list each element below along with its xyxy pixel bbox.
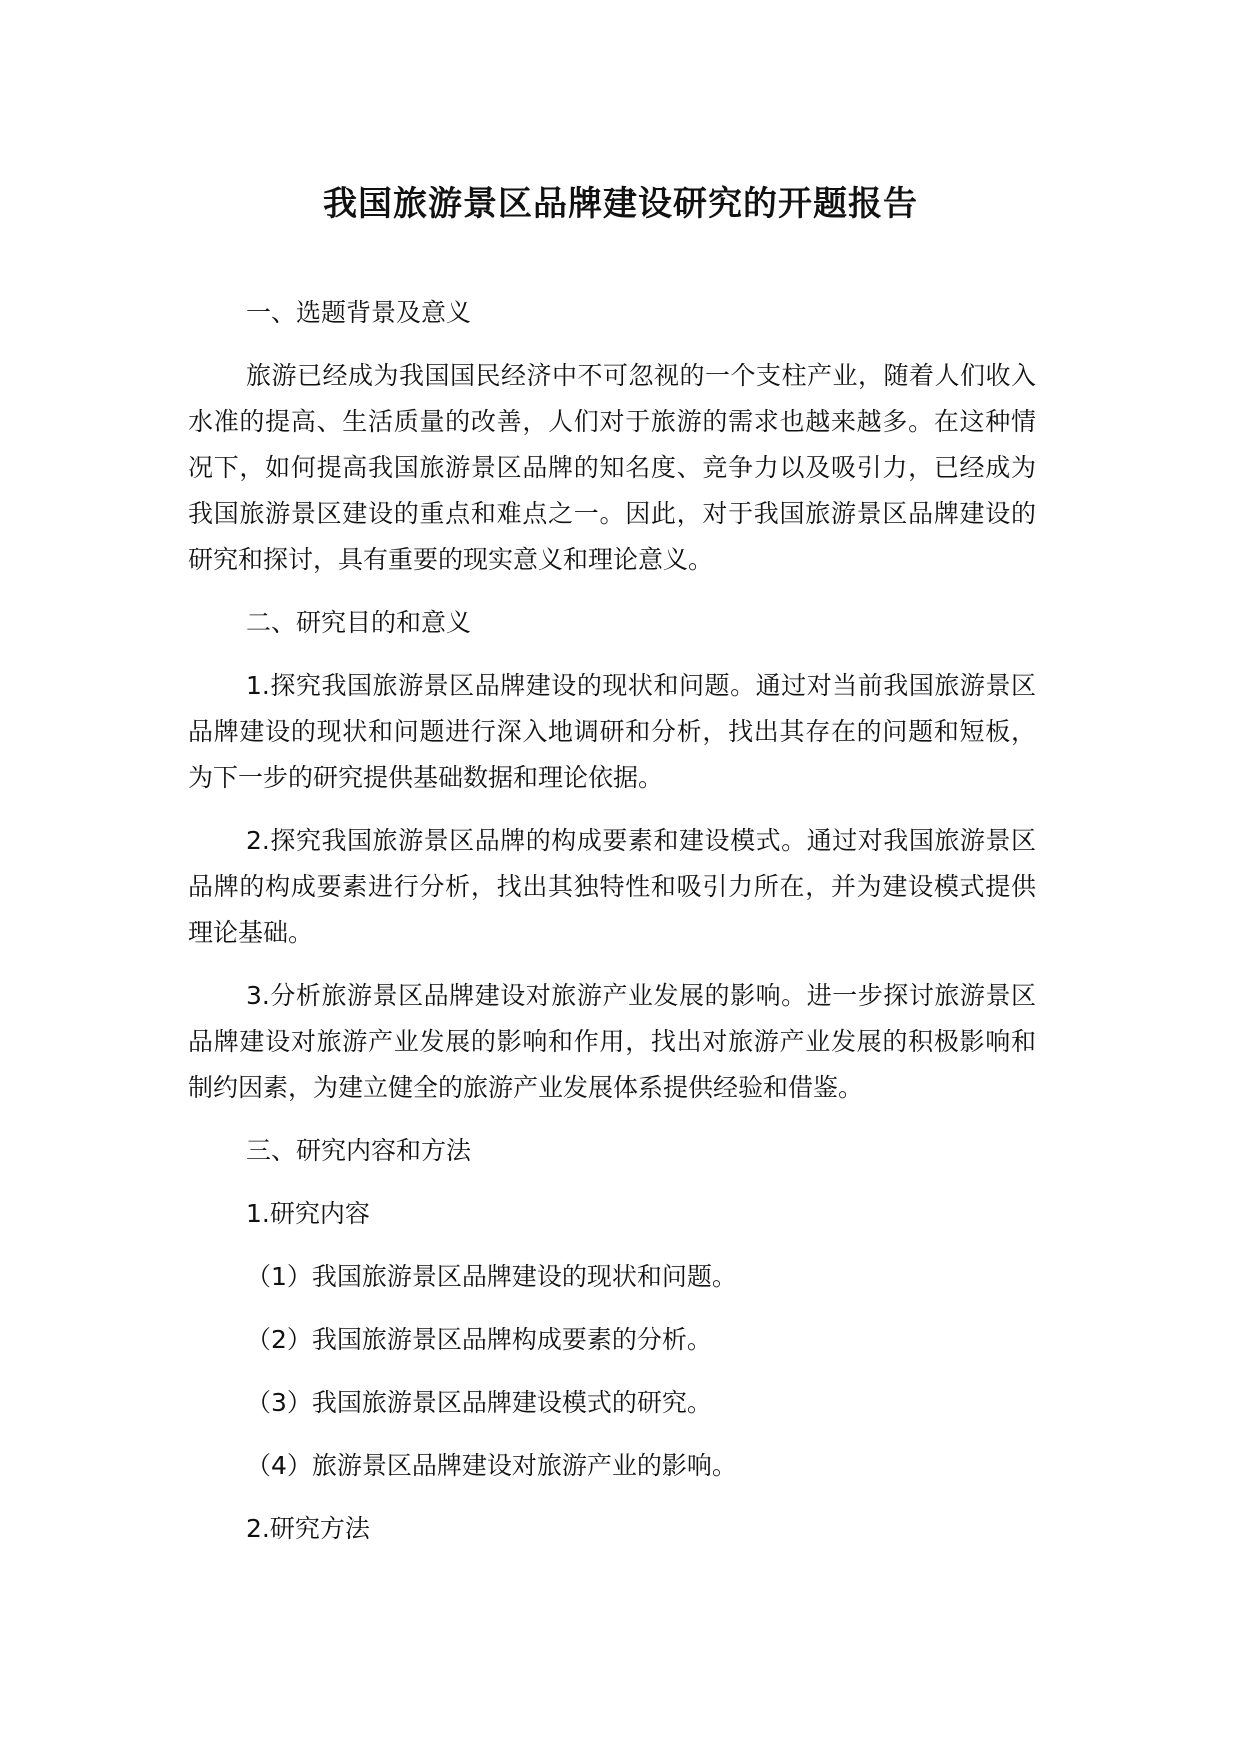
section-heading-purpose: 二、研究目的和意义 bbox=[246, 608, 472, 637]
paragraph-background: 旅游已经成为我国国民经济中不可忽视的一个支柱产业，随着人们收入水准的提高、生活质量的改善，人们对于旅游的需求也越来越多。在这种情况下，如何提高我国旅游景区品牌的知名度、竞争力以及吸引力，已经成为我国旅游景区建设的重点和难点之一。因此，对于我国旅游景区品牌建设的研究和探讨，具有重要的现实意义和理论意义。 bbox=[188, 361, 1036, 574]
list-item: （3）我国旅游景区品牌建设模式的研究。 bbox=[246, 1388, 712, 1417]
list-item: （4）旅游景区品牌建设对旅游产业的影响。 bbox=[246, 1451, 737, 1480]
paragraph-purpose-3: 3.分析旅游景区品牌建设对旅游产业发展的影响。进一步探讨旅游景区品牌建设对旅游产业发展的影响和作用，找出对旅游产业发展的积极影响和制约因素，为建立健全的旅游产业发展体系提供经验和借鉴。 bbox=[188, 981, 1036, 1102]
paragraph-purpose-1: 1.探究我国旅游景区品牌建设的现状和问题。通过对当前我国旅游景区品牌建设的现状和问题进行深入地调研和分析，找出其存在的问题和短板，为下一步的研究提供基础数据和理论依据。 bbox=[188, 671, 1036, 792]
subheading-research-content: 1.研究内容 bbox=[246, 1199, 370, 1228]
document-title: 我国旅游景区品牌建设研究的开题报告 bbox=[323, 184, 918, 224]
subheading-research-method: 2.研究方法 bbox=[246, 1514, 370, 1543]
list-item: （2）我国旅游景区品牌构成要素的分析。 bbox=[246, 1325, 712, 1354]
document-body bbox=[188, 290, 1036, 1569]
section-heading-background: 一、选题背景及意义 bbox=[246, 298, 472, 327]
paragraph-purpose-2: 2.探究我国旅游景区品牌的构成要素和建设模式。通过对我国旅游景区品牌的构成要素进行分析，找出其独特性和吸引力所在，并为建设模式提供理论基础。 bbox=[188, 826, 1036, 947]
section-heading-content-method: 三、研究内容和方法 bbox=[246, 1136, 472, 1165]
list-item: （1）我国旅游景区品牌建设的现状和问题。 bbox=[246, 1262, 737, 1291]
